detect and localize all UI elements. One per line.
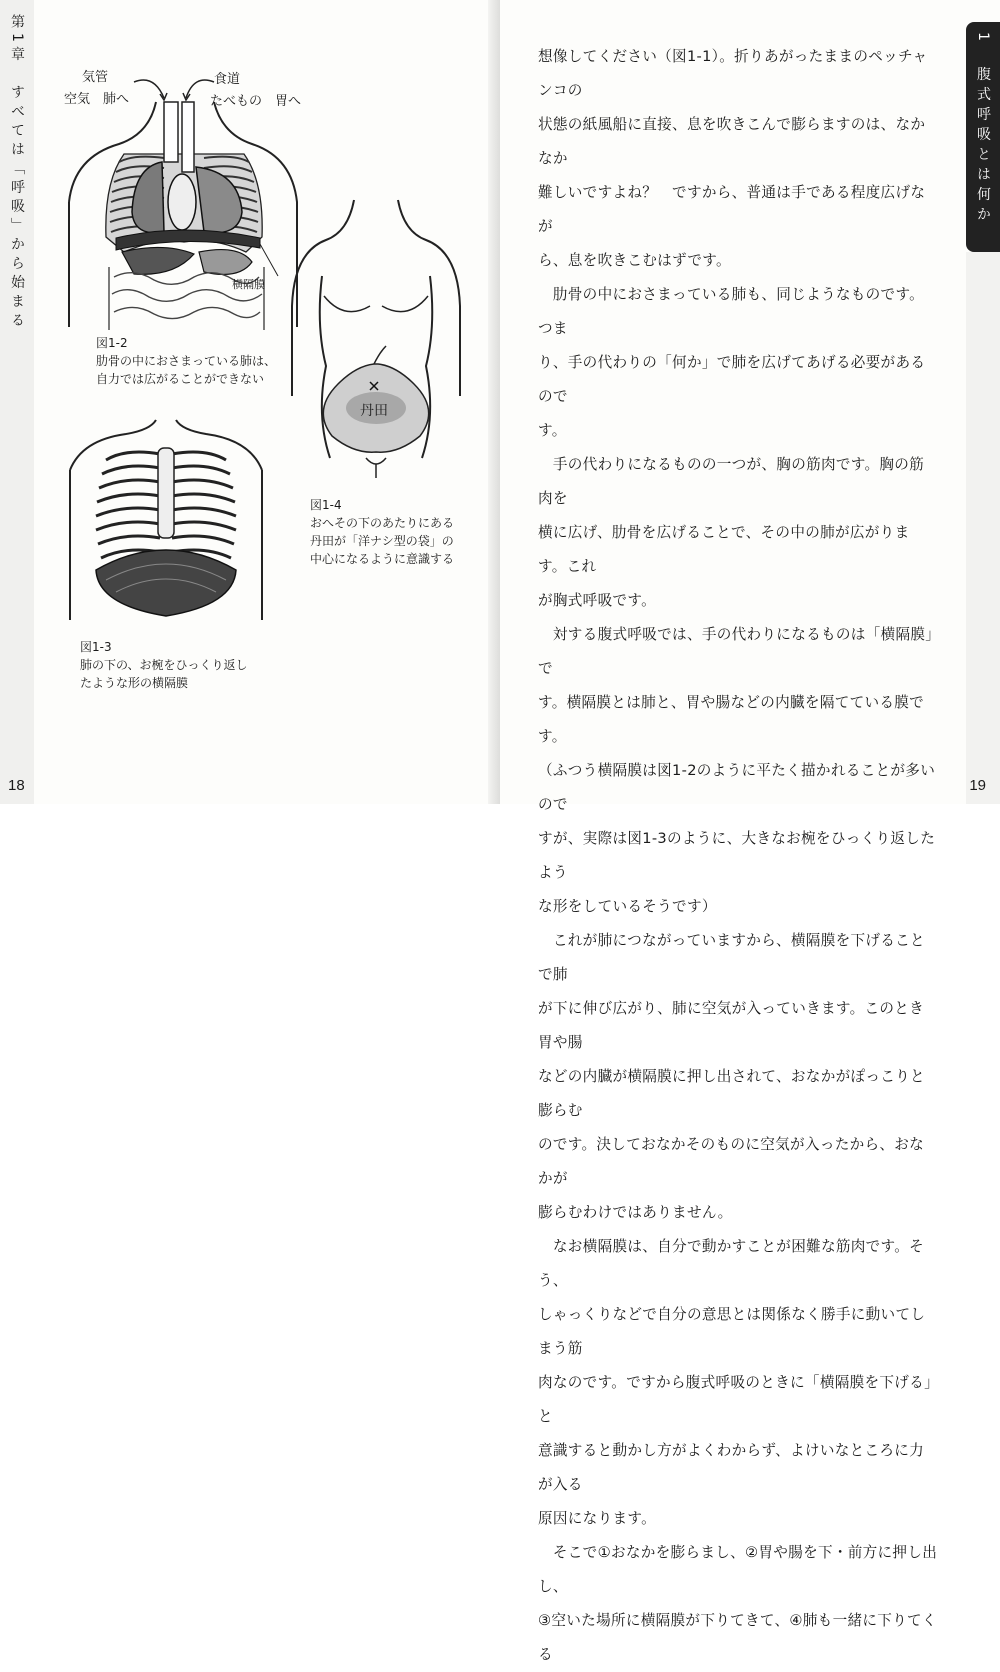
text-line: が胸式呼吸です。	[538, 592, 656, 609]
caption-line: 自力では広がることができない	[96, 372, 265, 386]
text-line: しゃっくりなどで自分の意思とは関係なく勝手に動いてしまう筋	[538, 1306, 926, 1357]
text-line: す。横隔膜とは肺と、胃や腸などの内臓を隔てている膜です。	[538, 694, 925, 745]
text-line: などの内臓が横隔膜に押し出されて、おなかがぽっこりと膨らむ	[538, 1068, 925, 1119]
figure-1-3-caption	[80, 638, 248, 692]
text-line: そこで①おなかを膨らまし、②胃や腸を下・前方に押し出し、	[538, 1544, 938, 1595]
caption-title: 図1-4	[310, 498, 342, 512]
text-line: （ふつう横隔膜は図1-2のように平たく描かれることが多いので	[538, 762, 936, 813]
text-line: 難しいですよね？ ですから、普通は手である程度広げなが	[538, 184, 926, 235]
arrows-icon	[130, 72, 220, 104]
text-line: 肋骨の中におさまっている肺も、同じようなものです。つま	[538, 286, 925, 337]
page-number-left: 18	[8, 777, 25, 794]
caption-line: 肋骨の中におさまっている肺は、	[96, 354, 277, 368]
caption-line: たような形の横隔膜	[80, 676, 189, 690]
text-line: なお横隔膜は、自分で動かすことが困難な筋肉です。そう、	[538, 1238, 925, 1289]
figure-1-2-caption	[96, 334, 276, 388]
text-line: ③空いた場所に横隔膜が下りてきて、④肺も一緒に下りてくる	[538, 1612, 937, 1663]
text-line: 肉なのです。ですから腹式呼吸のときに「横隔膜を下げる」と	[538, 1374, 932, 1425]
text-line: 横に広げ、肋骨を広げることで、その中の肺が広がります。これ	[538, 524, 910, 575]
caption-line: 肺の下の、お椀をひっくり返し	[80, 658, 248, 672]
label-tanden: 丹田	[360, 403, 388, 419]
text-line: 対する腹式呼吸では、手の代わりになるものは「横隔膜」で	[538, 626, 933, 677]
chapter-running-head: 第1章 すべては「呼吸」から始まる	[9, 14, 25, 332]
text-line: 手の代わりになるものの一つが、胸の筋肉です。胸の筋肉を	[538, 456, 925, 507]
caption-line: 中心になるように意識する	[310, 552, 455, 566]
label-air-lungs: 空気 肺へ	[64, 92, 130, 107]
text-line: 状態の紙風船に直接、息を吹きこんで膨らますのは、なかなか	[538, 116, 926, 167]
caption-title: 図1-2	[96, 336, 128, 350]
right-margin-strip	[966, 252, 1000, 804]
section-tab-title: 腹式呼吸とは何か	[975, 66, 991, 227]
text-line: 意識すると動かし方がよくわからず、よけいなところに力が入る	[538, 1442, 925, 1493]
page-number-right: 19	[969, 777, 986, 794]
figure-1-3-illustration	[66, 420, 266, 630]
left-page	[0, 0, 500, 804]
text-line: す。	[538, 422, 567, 439]
label-esophagus: 食道	[214, 72, 241, 87]
figure-1-4-illustration	[286, 196, 466, 486]
text-line: な形をしているそうです）	[538, 898, 717, 915]
caption-line: おへその下のあたりにある	[310, 516, 455, 530]
section-tab-number: 1	[975, 32, 991, 47]
text-line: 原因になります。	[538, 1510, 656, 1527]
label-diaphragm: 横隔膜	[232, 278, 265, 291]
section-tab-text	[971, 32, 995, 227]
text-line: が下に伸び広がり、肺に空気が入っていきます。このとき胃や腸	[538, 1000, 925, 1051]
text-line: ら、息を吹きこむはずです。	[538, 252, 731, 269]
caption-title: 図1-3	[80, 640, 112, 654]
text-line: 想像してください（図1-1）。折りあがったままのペッチャンコの	[538, 48, 928, 99]
label-food-stomach: たべもの 胃へ	[210, 94, 302, 109]
section-tab	[966, 22, 1000, 252]
text-line: すが、実際は図1-3のように、大きなお椀をひっくり返したよう	[538, 830, 936, 881]
text-line: り、手の代わりの「何か」で肺を広げてあげる必要があるので	[538, 354, 926, 405]
label-trachea: 気管	[82, 70, 109, 85]
caption-line: 丹田が「洋ナシ型の袋」の	[310, 534, 454, 548]
body-text	[538, 40, 938, 1672]
text-line: 膨らむわけではありません。	[538, 1204, 733, 1221]
text-line: これが肺につながっていますから、横隔膜を下げることで肺	[538, 932, 925, 983]
text-line: のです。決しておなかそのものに空気が入ったから、おなかが	[538, 1136, 925, 1187]
figure-1-4-caption	[310, 496, 454, 568]
